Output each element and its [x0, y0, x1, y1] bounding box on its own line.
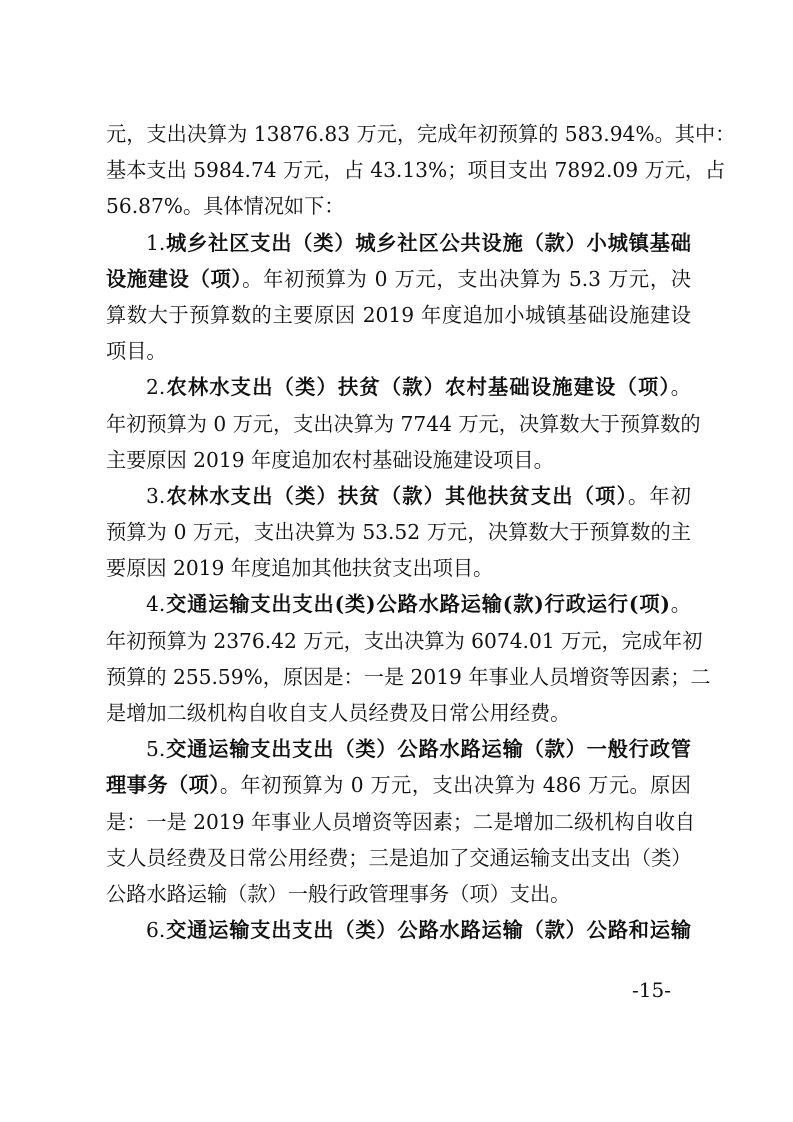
text-line: 要原因 2019 年度追加其他扶贫支出项目。 — [106, 556, 494, 581]
item-heading: 农林水支出（类）扶贫（款）农村基础设施建设（项） — [165, 375, 671, 400]
text-line — [106, 478, 691, 514]
item-heading: 交通运输支出支出（类）公路水路运输（款）一般行政管 — [165, 737, 691, 762]
item-heading: 城乡社区支出（类）城乡社区公共设施（款）小城镇基础 — [165, 230, 691, 255]
paragraph-item-6 — [106, 912, 691, 948]
item-number: 6. — [146, 918, 166, 943]
text-line — [106, 225, 691, 261]
text-line: 元，支出决算为 13876.83 万元，完成年初预算的 583.94%。其中： — [106, 122, 736, 146]
text-line: 预算为 0 万元，支出决算为 53.52 万元，决算数大于预算数的主 — [106, 520, 691, 545]
item-text: 。年初预算为 0 万元，支出决算为 486 万元。原因 — [219, 773, 691, 798]
text-line: 支人员经费及日常公用经费；三是追加了交通运输支出支出（类） — [106, 845, 692, 870]
item-heading: 设施建设（项） — [106, 266, 243, 291]
text-line: 是：一是 2019 年事业人员增资等因素；二是增加二级机构自收自 — [106, 809, 696, 834]
item-text: 。 — [669, 592, 691, 617]
item-number: 1. — [146, 230, 166, 255]
text-line — [106, 731, 691, 767]
item-heading: 农林水支出（类）扶贫（款）其他扶贫支出（项） — [165, 483, 628, 508]
text-line: 预算的 255.59%，原因是：一是 2019 年事业人员增资等因素；二 — [106, 664, 711, 689]
text-line — [106, 369, 691, 405]
paragraph-item-4 — [106, 586, 711, 731]
item-number: 5. — [146, 737, 166, 762]
body-text — [106, 116, 736, 948]
text-line: 主要原因 2019 年度追加农村基础设施建设项目。 — [106, 447, 554, 472]
text-line — [106, 767, 691, 803]
text-line: 年初预算为 2376.42 万元，支出决算为 6074.01 万元，完成年初 — [106, 628, 703, 653]
item-text: 。年初预算为 0 万元，支出决算为 5.3 万元，决 — [242, 266, 692, 291]
page-number: -15- — [632, 978, 671, 1002]
item-text: 。 — [670, 375, 691, 400]
item-heading: 交通运输支出支出(类)公路水路运输(款)行政运行(项) — [165, 592, 670, 617]
item-number: 2. — [146, 375, 166, 400]
paragraph-item-3 — [106, 478, 691, 587]
text-line: 算数大于预算数的主要原因 2019 年度追加小城镇基础设施建设 — [106, 302, 691, 327]
text-line: 是增加二级机构自收自支人员经费及日常公用经费。 — [106, 701, 571, 725]
text-line — [106, 912, 691, 948]
item-heading: 交通运输支出支出（类）公路水路运输（款）公路和运输 — [165, 918, 691, 943]
item-text: 。年初 — [627, 483, 691, 508]
paragraph-item-1 — [106, 225, 691, 370]
text-line: 项目。 — [106, 339, 167, 364]
text-line — [106, 261, 691, 297]
item-number: 3. — [146, 483, 166, 508]
text-line: 年初预算为 0 万元，支出决算为 7744 万元，决算数大于预算数的 — [106, 411, 701, 436]
paragraph-item-2 — [106, 369, 701, 478]
text-line: 56.87%。具体情况如下： — [106, 194, 345, 219]
text-line — [106, 586, 691, 622]
paragraph-item-5 — [106, 731, 696, 912]
text-line: 公路水路运输（款）一般行政管理事务（项）支出。 — [106, 881, 571, 906]
paragraph-summary — [106, 116, 736, 225]
item-heading: 理事务（项） — [106, 773, 220, 798]
item-number: 4. — [146, 592, 166, 617]
text-line: 基本支出 5984.74 万元，占 43.13%；项目支出 7892.09 万元，占 — [106, 158, 726, 183]
